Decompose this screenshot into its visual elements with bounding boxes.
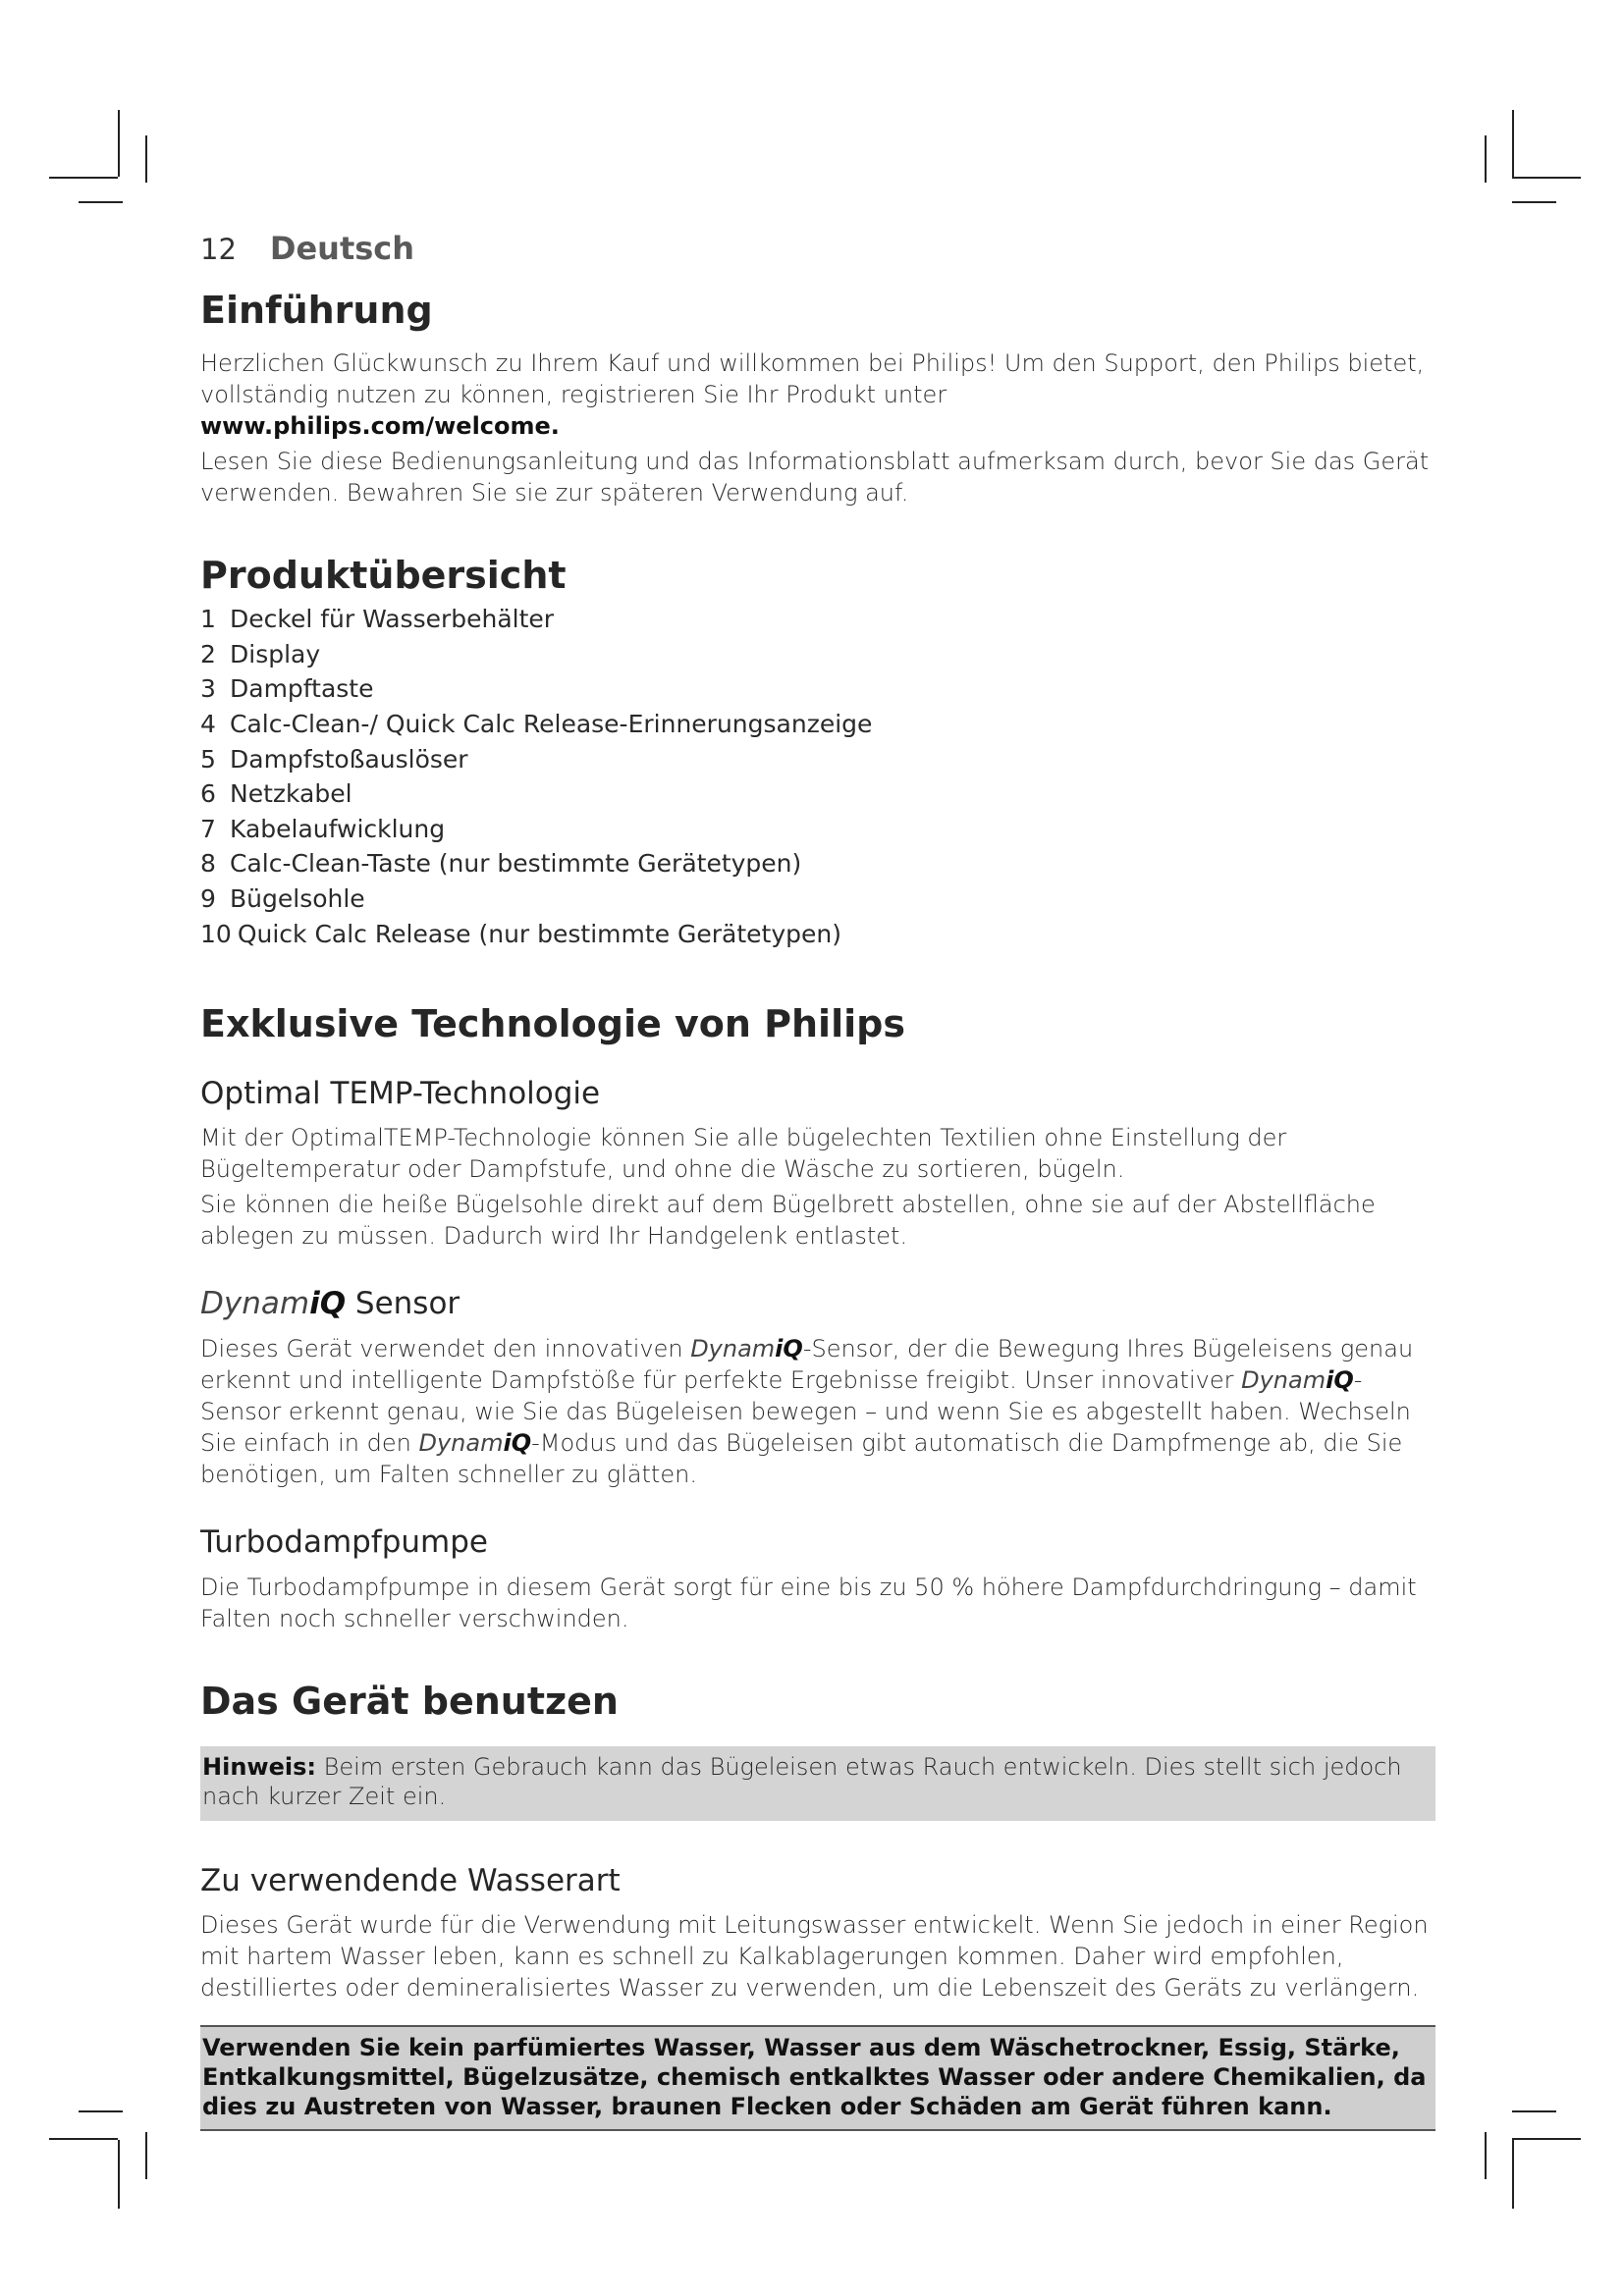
parts-list-item [200, 881, 1435, 917]
intro-title: Einführung [200, 289, 433, 332]
water-type-paragraph: Dieses Gerät wurde für die Verwendung mit Leitungswasser entwickelt. Wenn Sie jedoch in einer Region mit hartem Wasser leben, kann es schnell zu Kalkablagerungen kommen. Daher wird empfohlen, destilliertes oder demineralisiertes Wasser zu verwenden, um die Lebenszeit des Geräts zu verlängern. [200, 1911, 1429, 2002]
parts-list-item [200, 846, 1435, 881]
page-language: Deutsch [269, 230, 415, 267]
note-label: Hinweis: [202, 1752, 316, 1781]
turbo-paragraph: Die Turbodampfpumpe in diesem Gerät sorgt für eine bis zu 50 % höhere Dampfdurchdringung – damit Falten noch schneller verschwinden. [200, 1573, 1417, 1632]
technology-section [200, 1002, 1435, 1634]
part-label: Kabelaufwicklung [230, 814, 446, 843]
part-label: Deckel für Wasserbehälter [230, 605, 555, 634]
part-label: Netzkabel [230, 779, 352, 809]
part-label: Calc-Clean-/ Quick Calc Release-Erinnerungsanzeige [230, 709, 873, 738]
dynamiq-logo: DynamiQ [1241, 1366, 1354, 1395]
optimal-temp-title: Optimal TEMP-Technologie [200, 1075, 601, 1111]
overview-section [200, 554, 1435, 952]
parts-list-item [200, 637, 1435, 672]
technology-title: Exklusive Technologie von Philips [200, 1002, 905, 1046]
part-number: 7 [200, 814, 216, 843]
parts-list-item [200, 776, 1435, 812]
part-label: Display [230, 639, 321, 668]
optimal-temp-paragraph-1: Mit der OptimalTEMP-Technologie können Sie alle bügelechten Textilien ohne Einstellung der Bügeltemperatur oder Dampfstufe, und ohne die Wäsche zu sortieren, bügeln. [200, 1124, 1287, 1184]
part-number: 1 [200, 605, 216, 634]
dynamiq-logo: DynamiQ [200, 1286, 347, 1322]
intro-paragraph-2: Lesen Sie diese Bedienungsanleitung und das Informationsblatt aufmerksam durch, bevor Sie das Gerät verwenden. Bewahren Sie sie zur späteren Verwendung auf. [200, 447, 1430, 507]
part-number: 6 [200, 779, 216, 809]
parts-list-item [200, 742, 1435, 777]
part-label: Calc-Clean-Taste (nur bestimmte Gerätetypen) [230, 849, 802, 879]
part-label: Dampfstoßauslöser [230, 744, 468, 774]
parts-list-item [200, 917, 1435, 952]
parts-list-item [200, 707, 1435, 742]
overview-title: Produktübersicht [200, 553, 567, 597]
part-label: Bügelsohle [230, 883, 365, 913]
water-type-title: Zu verwendende Wasserart [200, 1862, 621, 1898]
part-number: 5 [200, 744, 216, 774]
part-number: 2 [200, 639, 216, 668]
dynamiq-paragraph: Dieses Gerät verwendet den innovativen DynamiQ-Sensor, der die Bewegung Ihres Bügeleisens genau erkennt und intelligente Dampfstöße für perfekte Ergebnisse freigibt. Unser innovativer DynamiQ-Sensor erkennt genau, wie Sie das Bügeleisen bewegen – und wenn Sie es abgestellt haben. Wechseln Sie einfach in den DynamiQ-Modus und das Bügeleisen gibt automatisch die Dampfmenge ab, die Sie benötigen, um Falten schneller zu glätten. [200, 1335, 1414, 1489]
intro-paragraph-1 [200, 347, 1435, 442]
optimal-temp-paragraph-2: Sie können die heiße Bügelsohle direkt auf dem Bügelbrett abstellen, ohne sie auf der Abstellfläche ablegen zu müssen. Dadurch wird Ihr Handgelenk entlastet. [200, 1191, 1376, 1251]
part-label: Quick Calc Release (nur bestimmte Gerätetypen) [237, 919, 841, 948]
part-label: Dampftaste [230, 674, 374, 704]
parts-list-item [200, 602, 1435, 637]
parts-list-item [200, 812, 1435, 847]
page-number: 12 [200, 233, 237, 266]
dynamiq-title: DynamiQ Sensor [200, 1286, 460, 1322]
warning-box: Verwenden Sie kein parfümiertes Wasser, Wasser aus dem Wäschetrockner, Essig, Stärke, Entkalkungsmittel, Bügelzusätze, chemisch entkalktes Wasser oder andere Chemikalien, da dies zu Austreten von Wasser, braunen Flecken oder Schäden am Gerät führen kann. [200, 2025, 1435, 2131]
part-number: 10 [200, 919, 232, 948]
note-box [200, 1746, 1435, 1821]
turbo-title: Turbodampfpumpe [200, 1524, 489, 1561]
use-title: Das Gerät benutzen [200, 1679, 619, 1723]
intro-section [200, 289, 1435, 508]
document-page [200, 230, 1435, 2131]
dynamiq-logo: DynamiQ [690, 1335, 803, 1363]
part-number: 9 [200, 883, 216, 913]
parts-list [200, 602, 1435, 951]
philips-url: www.philips.com/welcome. [200, 411, 560, 440]
intro-p1-text: Herzlichen Glückwunsch zu Ihrem Kauf und willkommen bei Philips! Um den Support, den Philips bietet, vollständig nutzen zu können, registrieren Sie Ihr Produkt unter [200, 348, 1425, 408]
part-number: 8 [200, 849, 216, 879]
part-number: 3 [200, 674, 216, 704]
part-number: 4 [200, 709, 216, 738]
parts-list-item [200, 671, 1435, 707]
page-header [200, 230, 1435, 267]
dynamiq-logo: DynamiQ [418, 1429, 532, 1458]
use-section [200, 1680, 1435, 2131]
note-text: Beim ersten Gebrauch kann das Bügeleisen etwas Rauch entwickeln. Dies stellt sich jedoch nach kurzer Zeit ein. [202, 1752, 1402, 1810]
